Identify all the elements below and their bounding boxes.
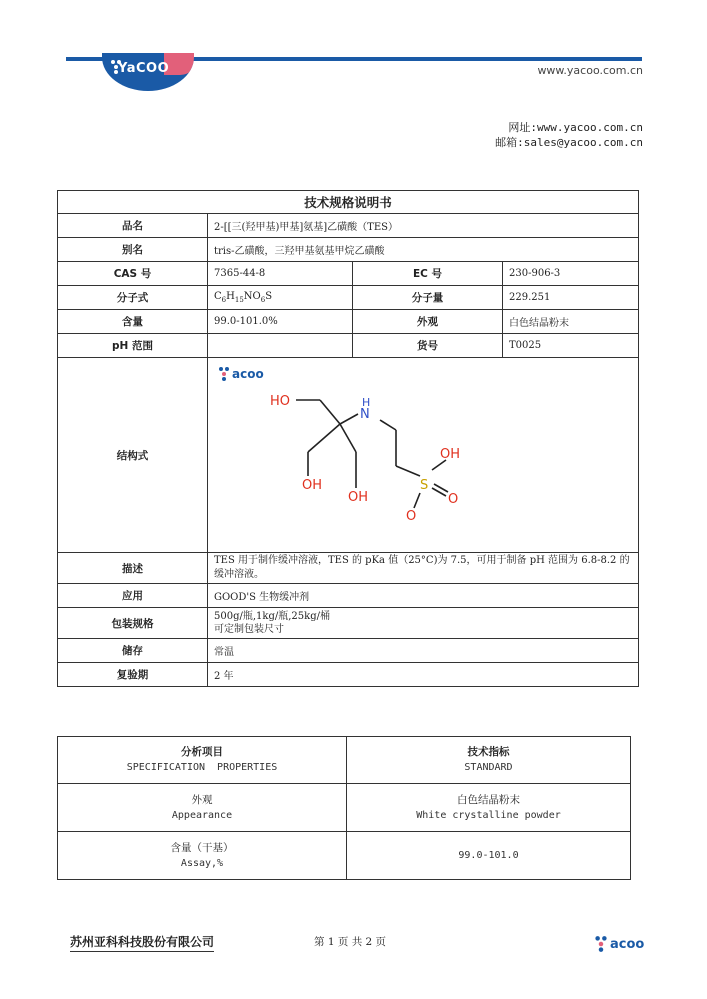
- analysis-std-appearance: [347, 784, 631, 832]
- logo-text: YaCOO: [118, 61, 170, 76]
- label-formula: 分子式: [58, 286, 208, 310]
- atom-oh-mid: OH: [348, 490, 369, 505]
- analysis-header-left: [58, 737, 347, 784]
- footer-company: 苏州亚科科技股份有限公司: [70, 933, 214, 952]
- item-cn: 含量（干基）: [170, 841, 234, 854]
- value-item-no: T0025: [503, 334, 639, 358]
- std-cn: 白色结晶粉末: [457, 793, 520, 806]
- packaging-line-2: 可定制包装尺寸: [214, 624, 284, 635]
- spec-table: [57, 190, 639, 687]
- label-description: 描述: [58, 553, 208, 584]
- footer-logo-text: acoo: [610, 936, 645, 952]
- value-storage: 常温: [208, 639, 639, 663]
- label-alias: 别名: [58, 238, 208, 262]
- logo-dots-icon: [594, 935, 608, 953]
- value-packaging: [208, 608, 639, 639]
- header-left-en: SPECIFICATION PROPERTIES: [126, 762, 278, 773]
- value-formula: [208, 286, 353, 310]
- analysis-std-assay: 99.0-101.0: [347, 832, 631, 880]
- analysis-item-appearance: [58, 784, 347, 832]
- value-description: TES 用于制作缓冲溶液，TES 的 pKa 值（25°C)为 7.5，可用于制备 pH 范围为 6.8-8.2 的缓冲溶液。: [208, 553, 639, 584]
- value-appearance: 白色结晶粉末: [503, 310, 639, 334]
- label-storage: 储存: [58, 639, 208, 663]
- header-left-cn: 分析项目: [181, 746, 223, 758]
- label-product-name: 品名: [58, 214, 208, 238]
- std-en: White crystalline powder: [416, 809, 561, 821]
- label-content: 含量: [58, 310, 208, 334]
- atom-o-bottom: O: [406, 509, 417, 524]
- tes-structure-diagram: [208, 358, 640, 552]
- website-line[interactable]: 网址:www.yacoo.com.cn: [508, 121, 643, 134]
- table-row: [58, 832, 631, 880]
- packaging-line-1: 500g/瓶,1kg/瓶,25kg/桶: [214, 611, 330, 622]
- label-ph: pH 范围: [58, 334, 208, 358]
- value-product-name: 2-[[三(羟甲基)甲基]氨基]乙磺酸（TES）: [208, 214, 639, 238]
- atom-oh-left: OH: [302, 478, 323, 493]
- label-application: 应用: [58, 584, 208, 608]
- analysis-header-right: [347, 737, 631, 784]
- structure-cell: [208, 358, 639, 553]
- label-appearance: 外观: [353, 310, 503, 334]
- value-content: 99.0-101.0%: [208, 310, 353, 334]
- label-cas: CAS 号: [58, 262, 208, 286]
- header-logo: [102, 53, 194, 91]
- footer-logo: [594, 935, 644, 953]
- formula-text: $C_6H_{15}NO_6S$: [214, 291, 273, 304]
- header-right-cn: 技术指标: [467, 746, 510, 758]
- label-retest: 复验期: [58, 663, 208, 687]
- spec-title: 技术规格说明书: [58, 191, 639, 214]
- label-packaging: 包装规格: [58, 608, 208, 639]
- atom-ho: HO: [270, 394, 291, 409]
- email-line[interactable]: 邮箱:sales@yacoo.com.cn: [495, 136, 643, 149]
- analysis-item-assay: [58, 832, 347, 880]
- label-mw: 分子量: [353, 286, 503, 310]
- value-application: GOOD'S 生物缓冲剂: [208, 584, 639, 608]
- banner-website[interactable]: www.yacoo.com.cn: [537, 64, 643, 77]
- value-ph: [208, 334, 353, 358]
- atom-h: H: [362, 396, 371, 409]
- atom-n: N: [360, 407, 370, 422]
- atom-s: S: [420, 478, 429, 493]
- value-retest: 2 年: [208, 663, 639, 687]
- label-item-no: 货号: [353, 334, 503, 358]
- item-en: Appearance: [171, 809, 233, 821]
- item-en: Assay,%: [180, 857, 224, 869]
- atom-oh-sulfonate: OH: [440, 447, 461, 462]
- value-alias: tris-乙磺酸，三羟甲基氨基甲烷乙磺酸: [208, 238, 639, 262]
- item-cn: 外观: [191, 793, 213, 806]
- table-row: [58, 784, 631, 832]
- value-cas: 7365-44-8: [208, 262, 353, 286]
- value-mw: 229.251: [503, 286, 639, 310]
- value-ec: 230-906-3: [503, 262, 639, 286]
- structure-logo-text: acoo: [232, 367, 264, 381]
- contact-block: [495, 120, 643, 150]
- header-right-en: STANDARD: [464, 762, 513, 773]
- footer-page-info: 第 1 页 共 2 页: [314, 936, 387, 948]
- label-ec: EC 号: [353, 262, 503, 286]
- label-structure: 结构式: [58, 358, 208, 553]
- atom-o-right: O: [448, 492, 459, 507]
- analysis-table: [57, 736, 631, 880]
